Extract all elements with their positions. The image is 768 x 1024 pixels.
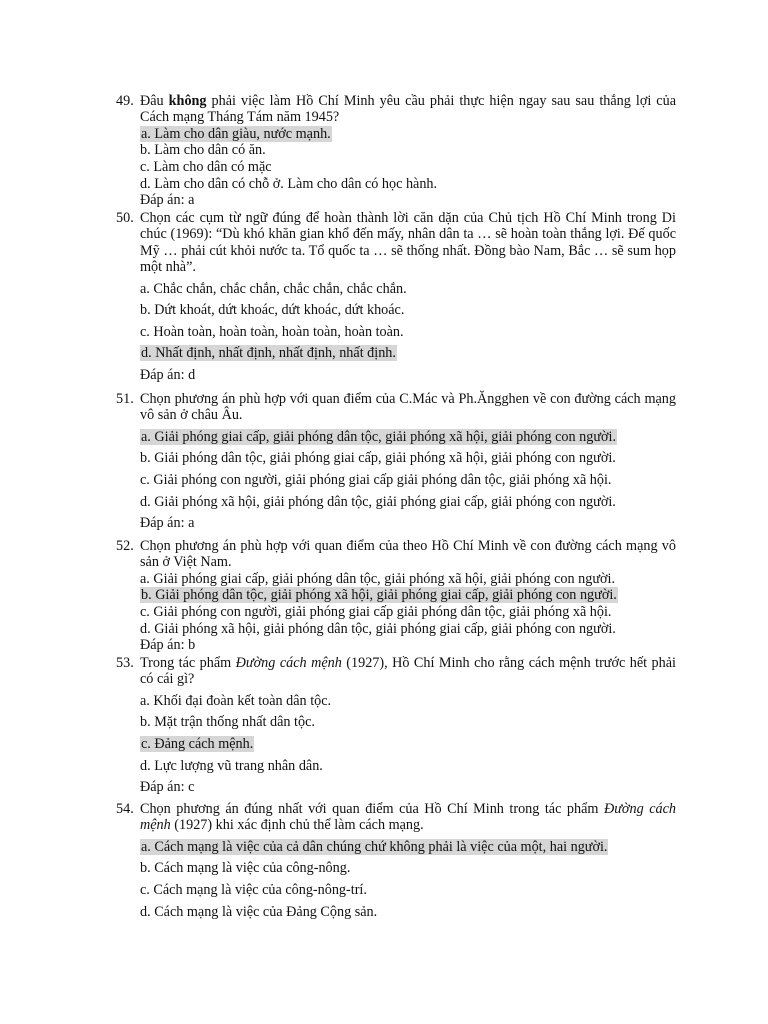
option-c: c. Giải phóng con người, giải phóng giai cấp giải phóng dân tộc, giải phóng xã hội.: [140, 472, 612, 488]
question-stem: 53. Trong tác phẩm Đường cách mệnh (1927), Hồ Chí Minh cho rằng cách mệnh trước hết phải có cái gì?: [116, 655, 676, 688]
option-d: d. Giải phóng xã hội, giải phóng dân tộc, giải phóng giai cấp, giải phóng con người.: [140, 620, 616, 637]
question-stem: 51. Chọn phương án phù hợp với quan điểm của C.Mác và Ph.Ăngghen về con đường cách mạng vô sản ở châu Âu.: [116, 391, 676, 424]
option-a: [116, 126, 676, 143]
answer-line: Đáp án: b: [140, 637, 196, 654]
question-stem: 49. Đâu không phải việc làm Hồ Chí Minh yêu cầu phải thực hiện ngay sau sau thắng lợi của Cách mạng Tháng Tám năm 1945?: [116, 93, 676, 126]
question-number: 54.: [116, 801, 134, 817]
question-53: [116, 655, 676, 796]
question-number: 52.: [116, 538, 134, 554]
option-b: b. Mặt trận thống nhất dân tộc.: [140, 714, 315, 731]
highlighted-answer: a. Giải phóng giai cấp, giải phóng dân tộc, giải phóng xã hội, giải phóng con người.: [141, 428, 617, 445]
option-a: a. Giải phóng giai cấp, giải phóng dân tộc, giải phóng xã hội, giải phóng con người.: [140, 570, 616, 587]
option-d: d. Cách mạng là việc của Đảng Cộng sản.: [140, 903, 378, 920]
option-d: d. Làm cho dân có chỗ ở. Làm cho dân có học hành.: [140, 175, 438, 192]
option-c: c. Cách mạng là việc của công-nông-trí.: [140, 882, 367, 898]
question-52: [116, 538, 676, 654]
question-stem: 50. Chọn các cụm từ ngữ đúng để hoàn thành lời căn dặn của Chủ tịch Hồ Chí Minh trong Di chúc (1969): “Dù khó khăn gian khổ đến mấy, nhân dân ta … sẽ hoàn toàn thắng lợi. Đế quốc Mỹ … phải cút khỏi nước ta. Tổ quốc ta … sẽ thống nhất. Đồng bào Nam, Bắc … sẽ sum họp một nhà”.: [116, 210, 676, 276]
answer-line: Đáp án: c: [140, 779, 195, 796]
highlighted-answer: a. Làm cho dân giàu, nước mạnh.: [141, 125, 331, 142]
option-a: [116, 429, 676, 446]
question-stem: 52. Chọn phương án phù hợp với quan điểm của theo Hồ Chí Minh về con đường cách mạng vô sản ở Việt Nam.: [116, 538, 676, 571]
question-number: 49.: [116, 93, 134, 109]
question-51: [116, 391, 676, 532]
option-c: c. Hoàn toàn, hoàn toàn, hoàn toàn, hoàn toàn.: [140, 323, 404, 340]
question-number: 50.: [116, 210, 134, 226]
question-50: [116, 210, 676, 384]
highlighted-answer: a. Cách mạng là việc của cả dân chúng chứ không phải là việc của một, hai người.: [141, 838, 608, 855]
option-b: b. Dứt khoát, dứt khoác, dứt khoác, dứt khoác.: [140, 302, 405, 319]
option-b: b. Cách mạng là việc của công-nông.: [140, 860, 351, 877]
option-c: c. Giải phóng con người, giải phóng giai cấp giải phóng dân tộc, giải phóng xã hội.: [140, 604, 612, 620]
option-a: a. Khối đại đoàn kết toàn dân tộc.: [140, 692, 332, 709]
option-d: d. Lực lượng vũ trang nhân dân.: [140, 757, 323, 774]
answer-line: Đáp án: a: [140, 515, 195, 532]
highlighted-answer: c. Đảng cách mệnh.: [141, 736, 254, 752]
answer-line: Đáp án: a: [140, 192, 195, 209]
question-number: 51.: [116, 391, 134, 407]
answer-line: Đáp án: d: [140, 367, 196, 383]
option-a: [116, 839, 676, 856]
question-number: 53.: [116, 655, 134, 671]
option-d: [116, 345, 676, 362]
option-c: [116, 736, 676, 753]
question-stem: 54. Chọn phương án đúng nhất với quan điểm của Hồ Chí Minh trong tác phẩm Đường cách mệnh (1927) khi xác định chủ thể làm cách mạng.: [116, 801, 676, 834]
option-a: a. Chắc chắn, chắc chắn, chắc chắn, chắc chắn.: [140, 280, 407, 297]
highlighted-answer: d. Nhất định, nhất định, nhất định, nhất định.: [141, 345, 396, 362]
option-d: d. Giải phóng xã hội, giải phóng dân tộc, giải phóng giai cấp, giải phóng con người.: [140, 493, 616, 510]
option-b: b. Làm cho dân có ăn.: [140, 142, 266, 159]
option-b: [116, 587, 676, 604]
option-c: c. Làm cho dân có mặc: [140, 159, 272, 175]
option-b: b. Giải phóng dân tộc, giải phóng giai cấp, giải phóng xã hội, giải phóng con người.: [140, 450, 616, 467]
highlighted-answer: b. Giải phóng dân tộc, giải phóng xã hội, giải phóng giai cấp, giải phóng con người.: [141, 587, 617, 604]
question-54: [116, 801, 676, 920]
question-49: [116, 93, 676, 209]
